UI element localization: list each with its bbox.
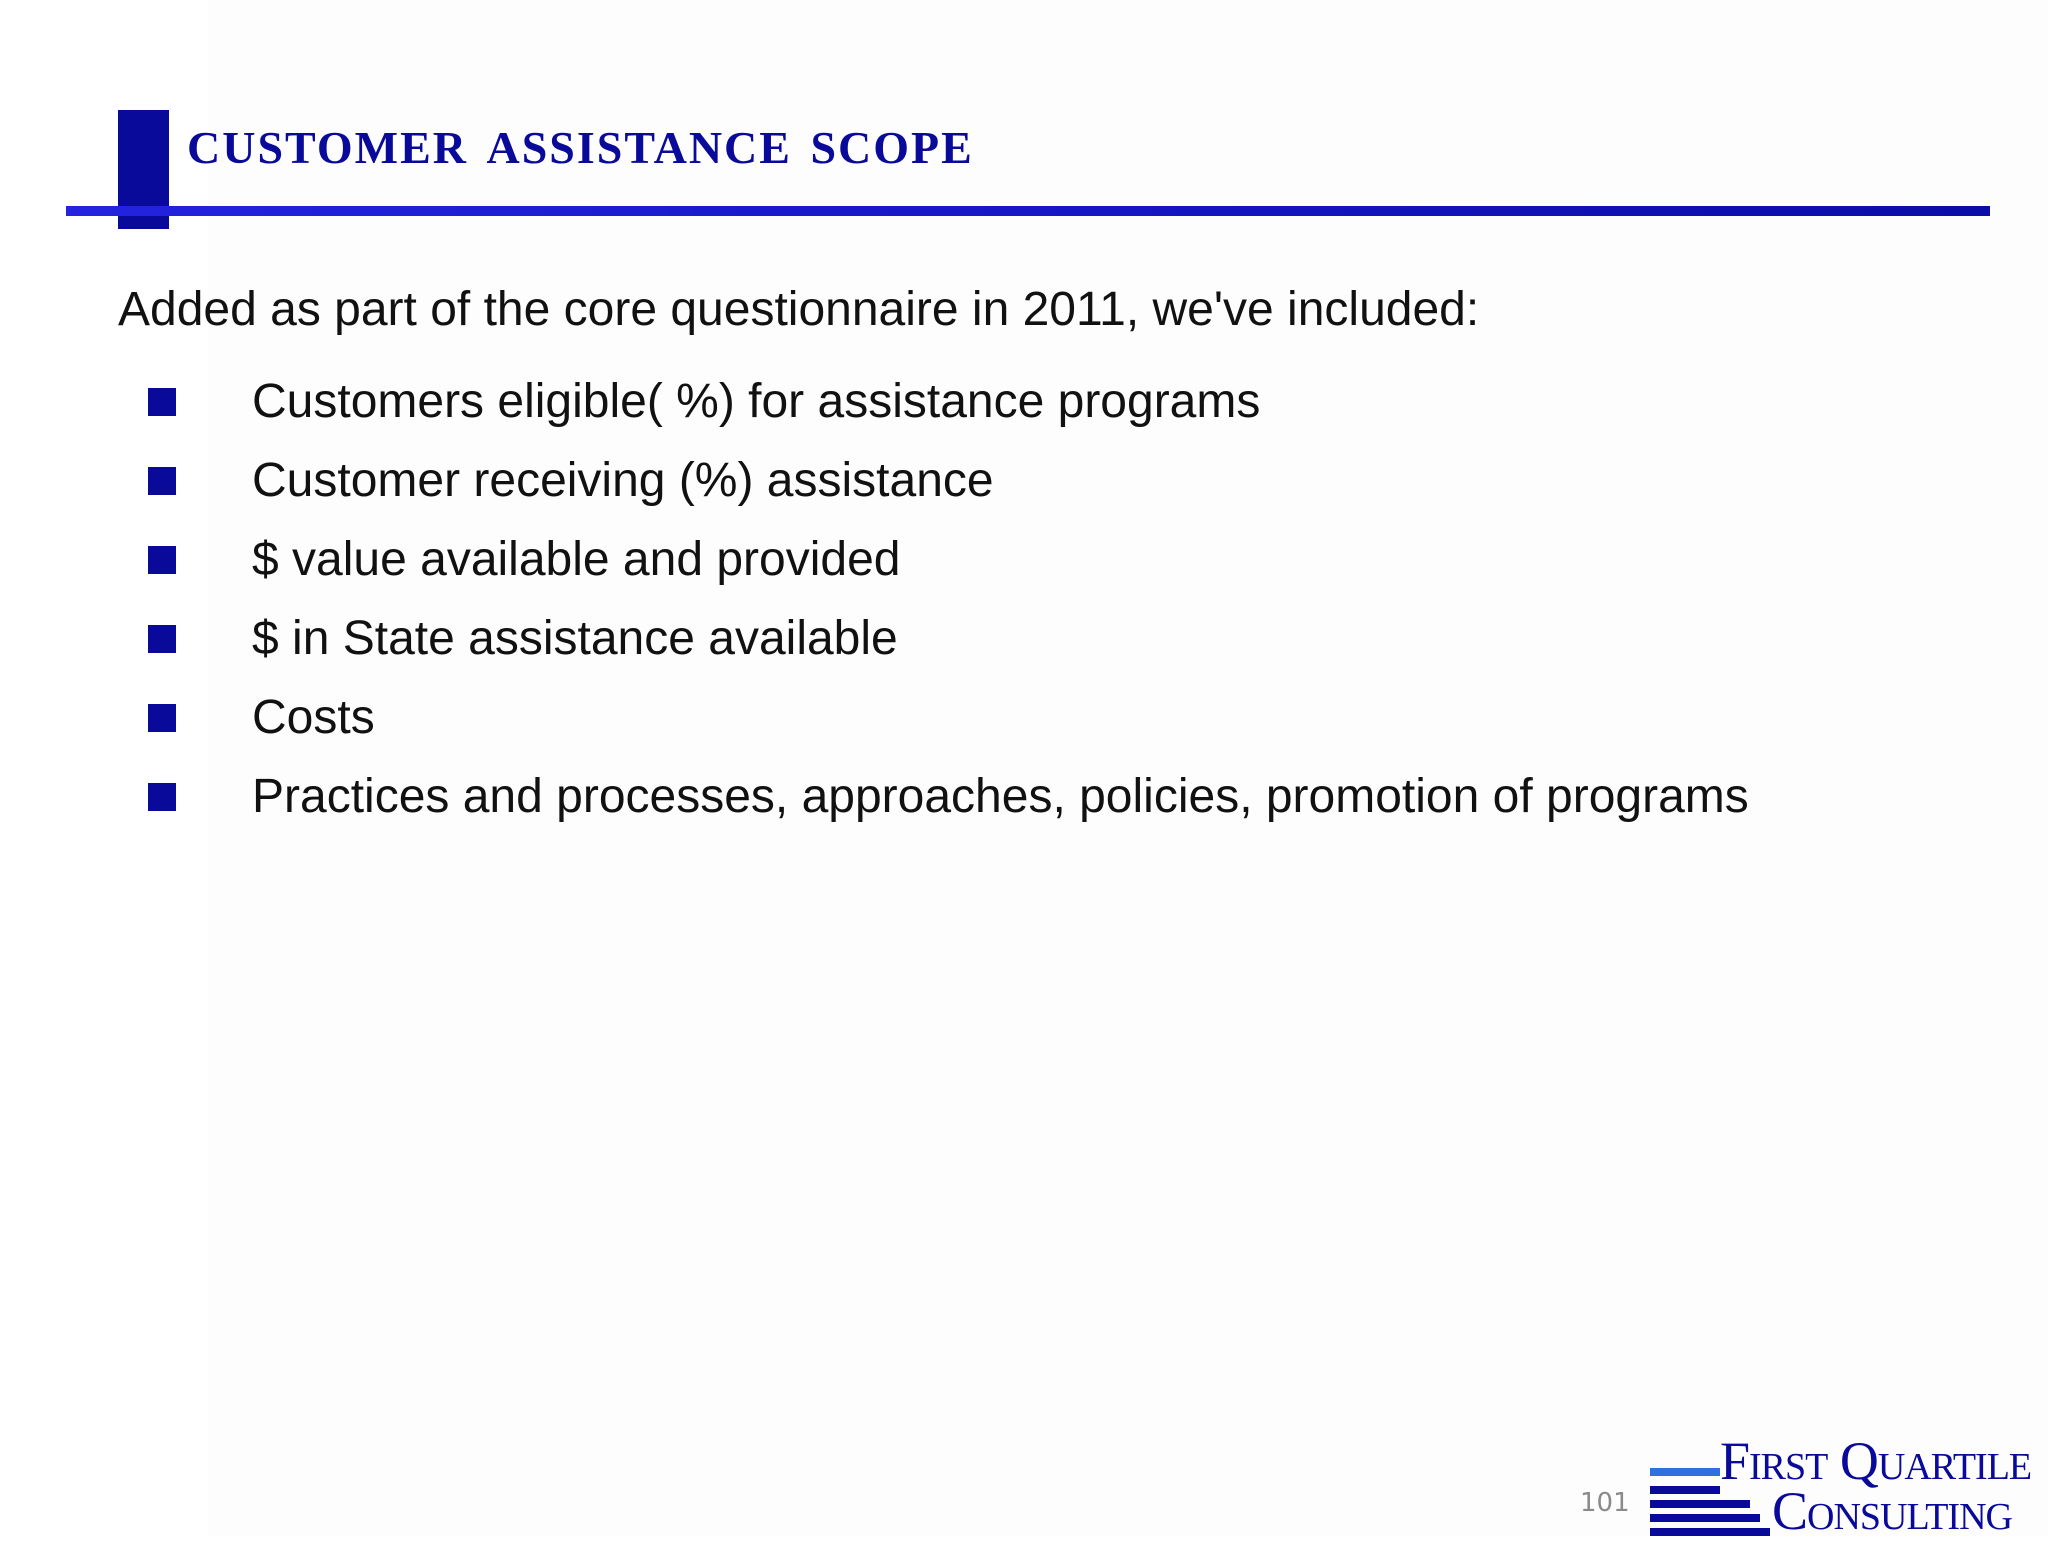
bullet-text: Customers eligible( %) for assistance programs [252, 375, 1261, 428]
square-bullet-icon [148, 704, 176, 732]
bullet-text: $ value available and provided [252, 533, 901, 586]
bullet-text: Customer receiving (%) assistance [252, 454, 994, 507]
bullet-item [148, 757, 1749, 836]
bullet-item [148, 599, 1749, 678]
bullet-text: Costs [252, 691, 375, 744]
slide-title: customer assistance scope [187, 105, 974, 178]
bullet-text: Practices and processes, approaches, policies, promotion of programs [252, 770, 1749, 823]
square-bullet-icon [148, 783, 176, 811]
bullet-item [148, 441, 1749, 520]
logo-text-line2: Consulting [1772, 1481, 2012, 1541]
bullet-item [148, 678, 1749, 757]
bullet-item [148, 520, 1749, 599]
bullet-text: $ in State assistance available [252, 612, 898, 665]
square-bullet-icon [148, 625, 176, 653]
title-underline-rule [66, 206, 1990, 216]
bullet-list [148, 362, 1749, 836]
bullet-item [148, 362, 1749, 441]
square-bullet-icon [148, 467, 176, 495]
logo-text-line1: First Quartile [1720, 1431, 2032, 1491]
square-bullet-icon [148, 388, 176, 416]
intro-text: Added as part of the core questionnaire in 2011, we've included: [118, 283, 1480, 336]
page-number: 101 [1580, 1488, 1630, 1518]
company-logo [1650, 1430, 2048, 1541]
square-bullet-icon [148, 546, 176, 574]
